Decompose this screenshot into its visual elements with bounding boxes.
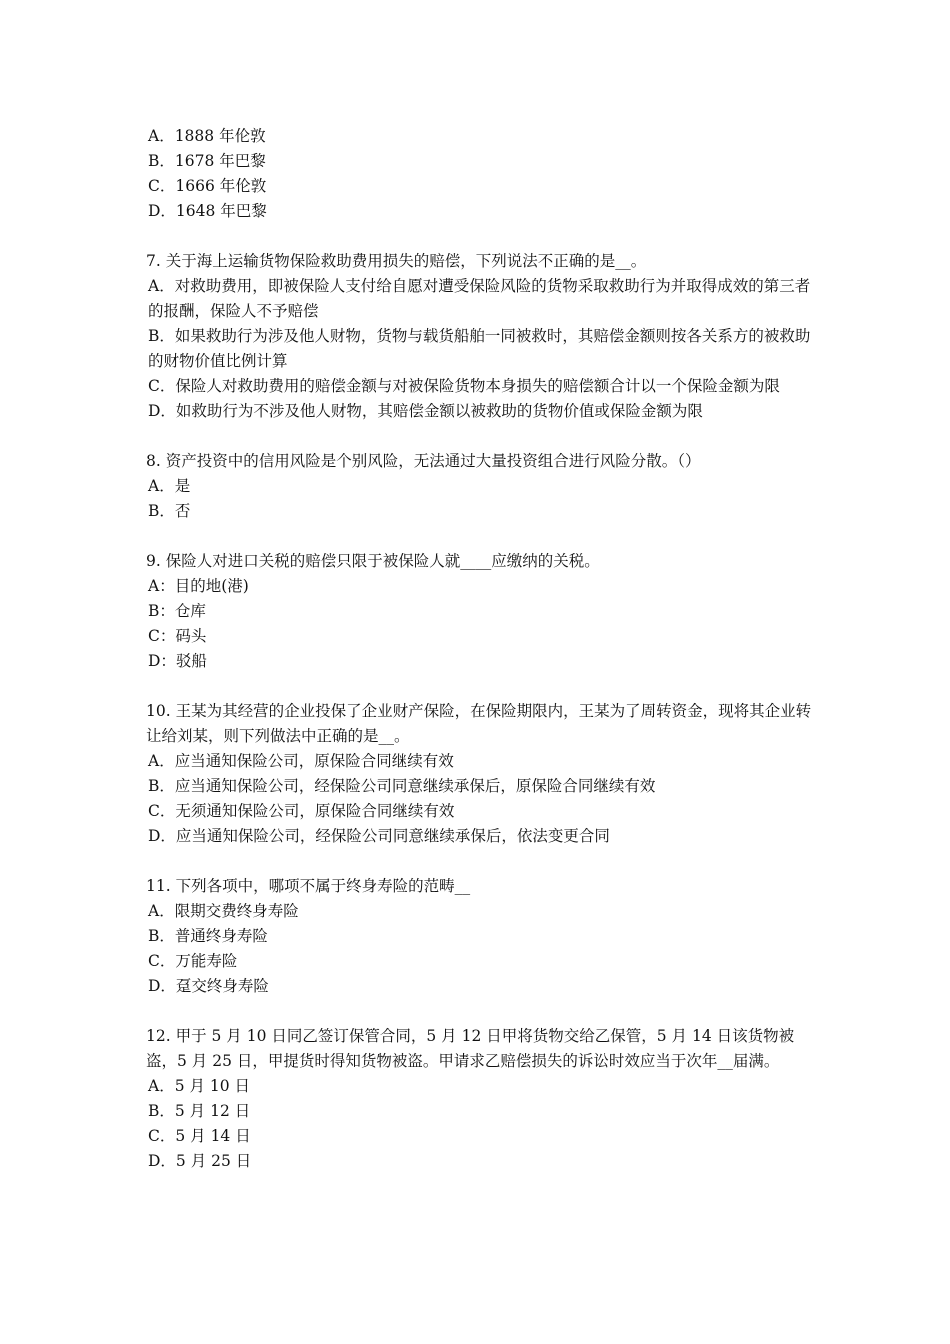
- q10-option-b: B．应当通知保险公司，经保险公司同意继续承保后，原保险合同继续有效: [148, 777, 656, 795]
- q11-option-c: C．万能寿险: [148, 952, 238, 970]
- q6-option-c: C．1666 年伦敦: [148, 177, 267, 195]
- q11-option-d: D．趸交终身寿险: [148, 977, 269, 995]
- spacer: [146, 424, 814, 449]
- q9-option-a: A：目的地(港): [148, 577, 249, 595]
- q10-stem: 10. 王某为其经营的企业投保了企业财产保险，在保险期限内，王某为了周转资金，现将其企业转让给刘某，则下列做法中正确的是__。: [146, 702, 812, 745]
- q12-option-d: D．5 月 25 日: [148, 1152, 252, 1170]
- q11-stem: 11. 下列各项中，哪项不属于终身寿险的范畴__: [146, 877, 471, 895]
- q12-option-b: B．5 月 12 日: [148, 1102, 251, 1120]
- q11-option-b: B．普通终身寿险: [148, 927, 268, 945]
- q7-option-a: A．对救助费用，即被保险人支付给自愿对遭受保险风险的货物采取救助行为并取得成效的第三者的报酬，保险人不予赔偿: [148, 277, 811, 320]
- q10-option-a: A．应当通知保险公司，原保险合同继续有效: [148, 752, 454, 770]
- q12-option-a: A．5 月 10 日: [148, 1077, 251, 1095]
- spacer: [146, 224, 814, 249]
- q10-option-d: D．应当通知保险公司，经保险公司同意继续承保后，依法变更合同: [148, 827, 610, 845]
- spacer: [146, 524, 814, 549]
- q8-stem: 8. 资产投资中的信用风险是个别风险，无法通过大量投资组合进行风险分散。（）: [146, 452, 701, 470]
- q9-option-c: C：码头: [148, 627, 207, 645]
- q7-option-c: C．保险人对救助费用的赔偿金额与对被保险货物本身损失的赔偿额合计以一个保险金额为限: [148, 377, 780, 395]
- spacer: [146, 674, 814, 699]
- q6-option-a: A．1888 年伦敦: [148, 127, 266, 145]
- q7-stem: 7. 关于海上运输货物保险救助费用损失的赔偿，下列说法不正确的是__。: [146, 252, 647, 270]
- document-page: [146, 124, 814, 1174]
- q8-option-a: A．是: [148, 477, 191, 495]
- q9-option-d: D：驳船: [148, 652, 207, 670]
- q11-option-a: A．限期交费终身寿险: [148, 902, 299, 920]
- q6-option-b: B．1678 年巴黎: [148, 152, 266, 170]
- q7-option-d: D．如救助行为不涉及他人财物，其赔偿金额以被救助的货物价值或保险金额为限: [148, 402, 703, 420]
- q7-option-b: B．如果救助行为涉及他人财物，货物与载货船舶一同被救时，其赔偿金额则按各关系方的被救助的财物价值比例计算: [148, 327, 811, 370]
- q8-option-b: B．否: [148, 502, 191, 520]
- q12-stem: 12. 甲于 5 月 10 日同乙签订保管合同，5 月 12 日甲将货物交给乙保管，5 月 14 日该货物被盗，5 月 25 日，甲提货时得知货物被盗。甲请求乙赔偿损失的诉讼时效应当于次年__届满。: [146, 1027, 795, 1070]
- q9-stem: 9. 保险人对进口关税的赔偿只限于被保险人就____应缴纳的关税。: [146, 552, 600, 570]
- q10-option-c: C．无须通知保险公司，原保险合同继续有效: [148, 802, 455, 820]
- q9-option-b: B：仓库: [148, 602, 206, 620]
- spacer: [146, 999, 814, 1024]
- spacer: [146, 849, 814, 874]
- q12-option-c: C．5 月 14 日: [148, 1127, 251, 1145]
- q6-option-d: D．1648 年巴黎: [148, 202, 267, 220]
